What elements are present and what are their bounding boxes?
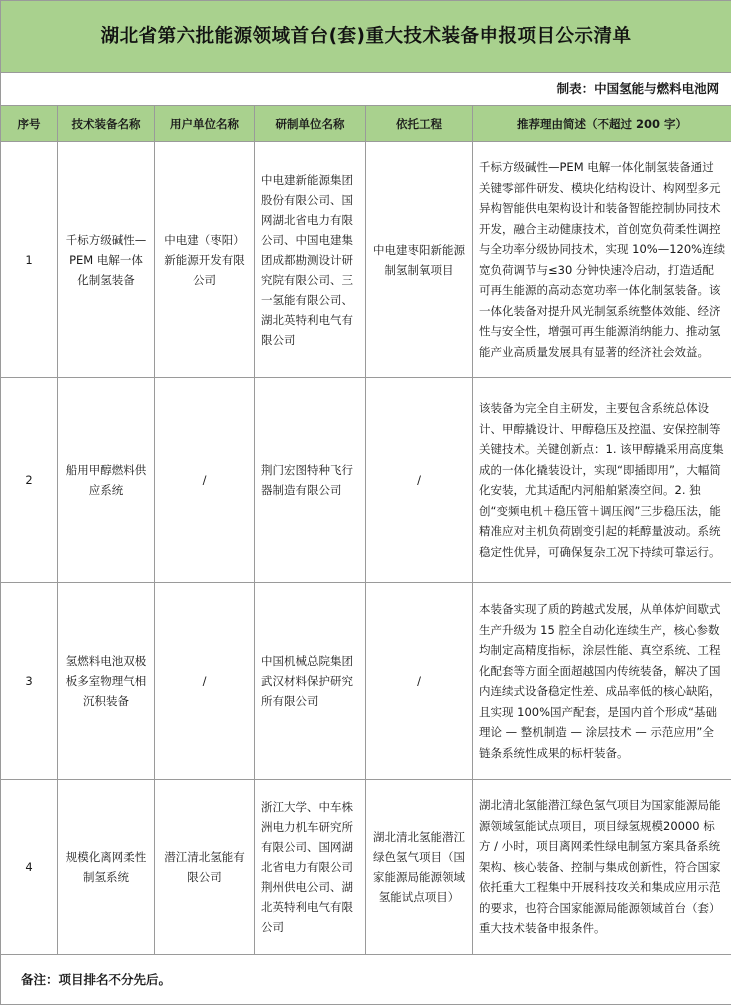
developer-unit: 中国机械总院集团武汉材料保护研究所有限公司 xyxy=(255,583,366,780)
table-row xyxy=(1,583,731,780)
page-title: 湖北省第六批能源领域首台(套)重大技术装备申报项目公示清单 xyxy=(1,1,731,73)
header-project: 依托工程 xyxy=(366,106,473,142)
user-unit: / xyxy=(155,378,255,583)
project-name: / xyxy=(366,583,473,780)
developer-unit: 浙江大学、中车株洲电力机车研究所有限公司、国网湖北省电力有限公司荆州供电公司、湖北英特利电气有限公司 xyxy=(255,780,366,955)
row-number: 4 xyxy=(1,780,58,955)
header-user: 用户单位名称 xyxy=(155,106,255,142)
equipment-name: 船用甲醇燃料供应系统 xyxy=(58,378,155,583)
recommend-reason: 湖北清北氢能潜江绿色氢气项目为国家能源局能源领域氢能试点项目，项目绿氢规模20000 标方 / 小时，项目离网柔性绿电制氢方案具备系统架构、核心装备、控制与集成创新性，符合国家依托重大工程集中开展科技攻关和集成应用示范的要求，也符合国家能源局能源领域首台（套）重大技术装备申报条件。 xyxy=(473,780,731,955)
table-row xyxy=(1,142,731,378)
developer-unit: 中电建新能源集团股份有限公司、国网湖北省电力有限公司、中国电建集团成都勘测设计研究院有限公司、三一氢能有限公司、湖北英特利电气有限公司 xyxy=(255,142,366,378)
table-row xyxy=(1,780,731,955)
header-equipment: 技术装备名称 xyxy=(58,106,155,142)
header-developer: 研制单位名称 xyxy=(255,106,366,142)
table-row xyxy=(1,378,731,583)
table-maker: 制表：中国氢能与燃料电池网 xyxy=(1,73,731,106)
recommend-reason: 千标方级碱性—PEM 电解一体化制氢装备通过关键零部件研发、模块化结构设计、构网型多元异构智能供电架构设计和装备智能控制协同技术开发，融合主动健康技术，首创宽负荷柔性调控与全功率分级协同技术，实现 10%—120%连续宽负荷调节与≤30 分钟快速冷启动，打造适配可再生能源的高动态宽功率一体化制氢装备。该一体化装备对提升风光制氢系统整体效能、经济性与安全性，增强可再生能源消纳能力、推动氢能产业高质量发展具有显著的经济社会效益。 xyxy=(473,142,731,378)
header-row xyxy=(1,106,731,142)
row-number: 2 xyxy=(1,378,58,583)
user-unit: 中电建（枣阳）新能源开发有限公司 xyxy=(155,142,255,378)
project-name: 中电建枣阳新能源制氢制氧项目 xyxy=(366,142,473,378)
header-reason: 推荐理由简述（不超过 200 字） xyxy=(473,106,731,142)
project-name: / xyxy=(366,378,473,583)
header-no: 序号 xyxy=(1,106,58,142)
row-number: 1 xyxy=(1,142,58,378)
recommend-reason: 该装备为完全自主研发，主要包含系统总体设计、甲醇撬设计、甲醇稳压及控温、安保控制等关键技术。关键创新点：1. 该甲醇撬采用高度集成的一体化撬装设计，实现“即插即用”，大幅简化安装，尤其适配内河船舶紧凑空间。2. 独创“变频电机＋稳压管＋调压阀”三步稳压法，能精准应对主机负荷剧变引起的耗醇量波动。系统稳定性优异，可确保复杂工况下持续可靠运行。 xyxy=(473,378,731,583)
footnote: 备注：项目排名不分先后。 xyxy=(1,955,731,1005)
equipment-name: 千标方级碱性—PEM 电解一体化制氢装备 xyxy=(58,142,155,378)
equipment-name: 氢燃料电池双极板多室物理气相沉积装备 xyxy=(58,583,155,780)
user-unit: / xyxy=(155,583,255,780)
recommend-reason: 本装备实现了质的跨越式发展，从单体炉间歇式生产升级为 15 腔全自动化连续生产，核心参数均制定高精度指标，涂层性能、真空系统、工程化配套等方面全面超越国内传统装备，解决了国内连续式设备稳定性差、成品率低的核心缺陷，且实现 100%国产配套，是国内首个形成“基础理论 — 整机制造 — 涂层技术 — 示范应用”全链条系统性成果的标杆装备。 xyxy=(473,583,731,780)
equipment-name: 规模化离网柔性制氢系统 xyxy=(58,780,155,955)
user-unit: 潜江清北氢能有限公司 xyxy=(155,780,255,955)
row-number: 3 xyxy=(1,583,58,780)
project-name: 湖北清北氢能潜江绿色氢气项目（国家能源局能源领域氢能试点项目） xyxy=(366,780,473,955)
developer-unit: 荆门宏图特种飞行器制造有限公司 xyxy=(255,378,366,583)
